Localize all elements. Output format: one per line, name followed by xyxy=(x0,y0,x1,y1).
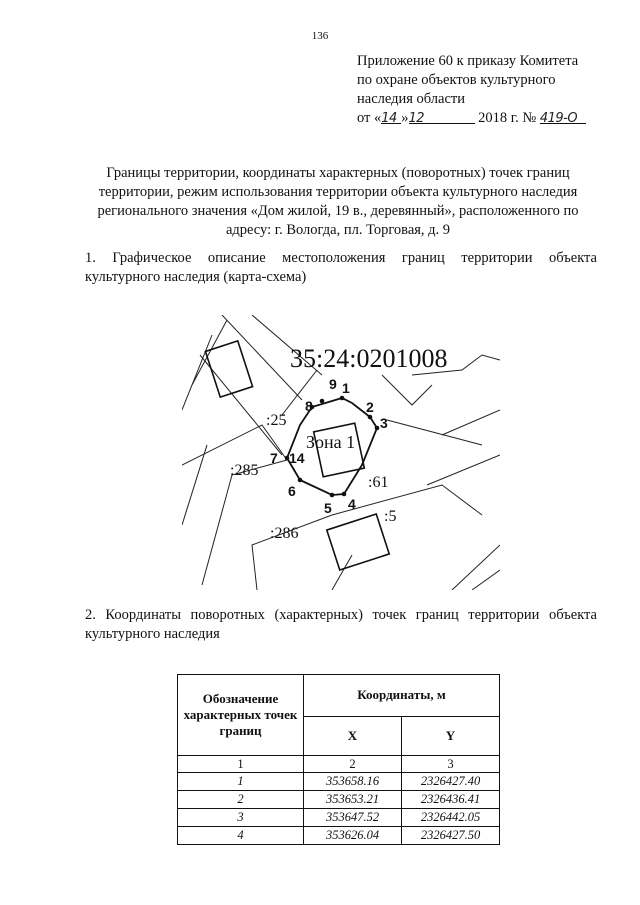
map-line xyxy=(182,445,207,525)
point-label-9: 9 xyxy=(329,376,337,392)
header-x: X xyxy=(304,716,402,756)
point-id-cell: 3 xyxy=(178,809,304,827)
x-cell: 353626.04 xyxy=(304,827,402,845)
y-cell: 2326442.05 xyxy=(402,809,500,827)
parcel-label-61: :61 xyxy=(368,474,389,491)
point-label-3: 3 xyxy=(380,415,388,431)
point-label-1: 1 xyxy=(342,380,350,396)
date-prefix: от « xyxy=(357,110,382,126)
point-label-8: 8 xyxy=(305,398,313,414)
point-id-cell: 2 xyxy=(178,791,304,809)
boundary-point xyxy=(375,426,380,431)
date-month-blank xyxy=(409,109,475,124)
building xyxy=(205,341,252,397)
boundary-point xyxy=(342,492,347,497)
map-line xyxy=(182,335,212,410)
appendix-block xyxy=(357,52,607,128)
point-label-7: 7 xyxy=(270,450,278,466)
coordinates-table xyxy=(177,674,500,845)
zone-label: Зона 1 xyxy=(306,432,356,452)
date-year: 2018 г. № xyxy=(478,110,537,126)
boundary-point xyxy=(298,478,303,483)
parcel-label-285: :285 xyxy=(230,462,259,479)
header-coordinates: Координаты, м xyxy=(304,675,500,717)
index-cell: 3 xyxy=(402,756,500,773)
point-label-2: 2 xyxy=(366,399,374,415)
order-number: 419-О xyxy=(539,111,578,126)
map-line xyxy=(427,455,500,485)
parcel-label-5: :5 xyxy=(384,508,397,525)
document-title xyxy=(78,164,598,240)
x-cell: 353647.52 xyxy=(304,809,402,827)
header-point-designation: Обозначение характерных точек границ xyxy=(178,675,304,756)
title-line-2: территории, режим использования территории объекта культурного наследия xyxy=(98,184,578,200)
point-label-6: 6 xyxy=(288,483,296,499)
parcel-label-286: :286 xyxy=(270,525,299,542)
y-cell: 2326436.41 xyxy=(402,791,500,809)
index-cell: 1 xyxy=(178,756,304,773)
table-row xyxy=(178,773,500,791)
title-line-1: Границы территории, координаты характерных (поворотных) точек границ xyxy=(106,165,570,181)
section-1-heading: 1. Графическое описание местоположения границ территории объекта культурного наследия (карта-схема) xyxy=(85,250,597,285)
date-month: 12 xyxy=(408,111,425,126)
x-cell: 353658.16 xyxy=(304,773,402,791)
map-line xyxy=(382,375,432,405)
date-day-blank xyxy=(381,109,401,124)
parcel-label-25: :25 xyxy=(266,412,287,429)
map-line xyxy=(192,320,227,385)
appendix-line-1: Приложение 60 к приказу Комитета xyxy=(357,53,579,69)
header-y: Y xyxy=(402,716,500,756)
y-cell: 2326427.40 xyxy=(402,773,500,791)
boundary-point xyxy=(340,396,345,401)
page-number: 136 xyxy=(311,30,329,42)
map-line xyxy=(452,545,500,590)
point-id-cell: 4 xyxy=(178,827,304,845)
appendix-line-3: наследия области xyxy=(357,91,466,107)
map-line xyxy=(472,570,500,590)
x-cell: 353653.21 xyxy=(304,791,402,809)
point-id-cell: 1 xyxy=(178,773,304,791)
map-line xyxy=(200,355,282,455)
point-label-5: 5 xyxy=(324,500,332,516)
building xyxy=(327,514,389,570)
boundary-point xyxy=(368,415,373,420)
index-row xyxy=(178,756,500,773)
number-blank xyxy=(540,109,586,124)
cadastral-number: 35:24:0201008 xyxy=(290,344,448,373)
boundary-point xyxy=(320,399,325,404)
table-row xyxy=(178,809,500,827)
y-cell: 2326427.50 xyxy=(402,827,500,845)
title-line-3: регионального значения «Дом жилой, 19 в., деревянный», расположенного по xyxy=(97,203,579,219)
point-label-4: 4 xyxy=(348,496,356,512)
boundary-point xyxy=(330,493,335,498)
title-line-4: адресу: г. Вологда, пл. Торговая, д. 9 xyxy=(225,222,451,238)
date-day: 14 xyxy=(381,111,397,126)
section-2-heading: 2. Координаты поворотных (характерных) точек границ территории объекта культурного наследия xyxy=(85,607,597,642)
appendix-line-2: по охране объектов культурного xyxy=(357,72,556,88)
table-row xyxy=(178,827,500,845)
table-row xyxy=(178,791,500,809)
map-line xyxy=(332,555,352,590)
date-mid: » xyxy=(401,110,409,126)
map-line xyxy=(442,410,500,435)
appendix-date-line xyxy=(357,109,607,128)
cadastral-map xyxy=(182,315,500,590)
point-label-14: 14 xyxy=(289,450,305,466)
index-cell: 2 xyxy=(304,756,402,773)
